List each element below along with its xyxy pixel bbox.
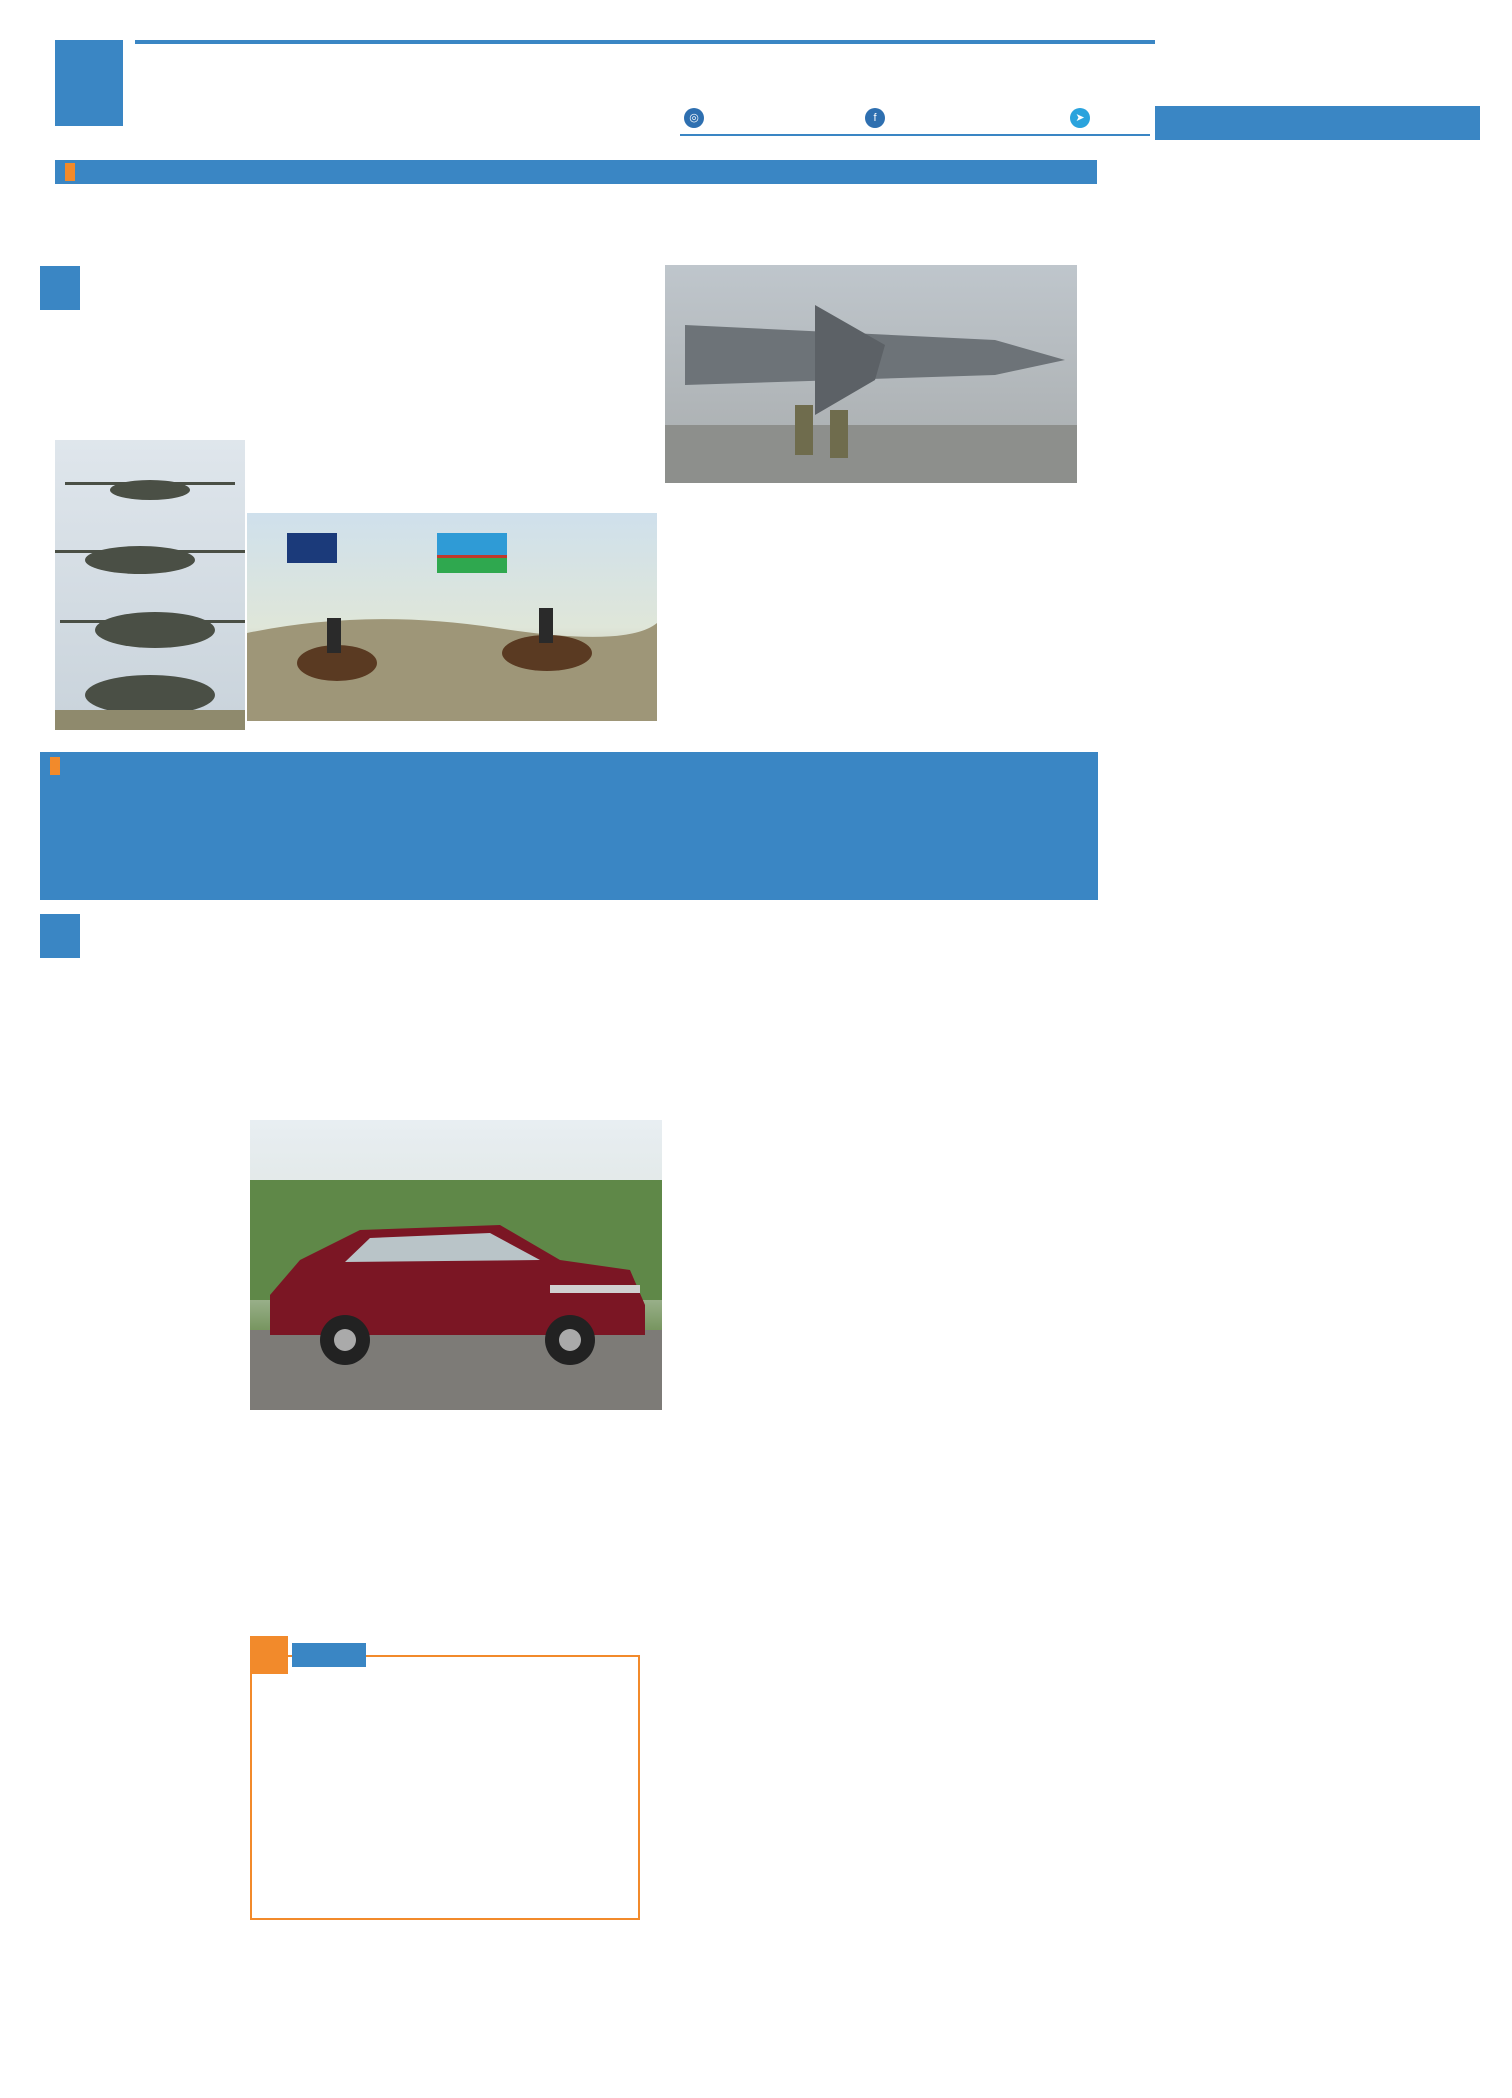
rubric-resolution <box>40 754 640 778</box>
dropcap <box>40 266 80 310</box>
telegram-link[interactable] <box>1070 108 1096 128</box>
fighter-jets-image <box>665 265 1077 483</box>
dropcap <box>40 914 80 958</box>
links-bar <box>680 108 1150 136</box>
photo-credit <box>43 560 55 730</box>
car-photo <box>250 1120 662 1410</box>
telegram-icon: ➤ <box>1070 108 1090 128</box>
exclamation-icon <box>250 1636 288 1674</box>
facebook-icon: f <box>865 108 885 128</box>
accent-label <box>292 1643 366 1667</box>
accent-box <box>250 1655 640 1920</box>
globe-icon: ◎ <box>684 108 704 128</box>
helicopter-photo <box>55 440 245 730</box>
facebook-link[interactable] <box>865 108 891 128</box>
rubric-badge <box>65 163 75 181</box>
accent-header <box>250 1636 366 1674</box>
article2-col1 <box>40 912 240 958</box>
links-underline <box>680 134 1150 136</box>
article1-col1 <box>40 264 245 310</box>
rubric-badge <box>50 757 60 775</box>
issue-date <box>1155 106 1480 140</box>
horsemen-image <box>247 513 657 721</box>
helicopters-image <box>55 440 245 730</box>
top-rule <box>135 40 1155 44</box>
horsemen-photo <box>247 513 657 721</box>
site-link[interactable] <box>684 108 710 128</box>
jets-photo <box>665 265 1077 483</box>
article1-col5 <box>876 490 1076 504</box>
page-number <box>55 40 123 126</box>
rubric-ratings <box>55 160 1097 184</box>
old-car-image <box>250 1120 662 1410</box>
